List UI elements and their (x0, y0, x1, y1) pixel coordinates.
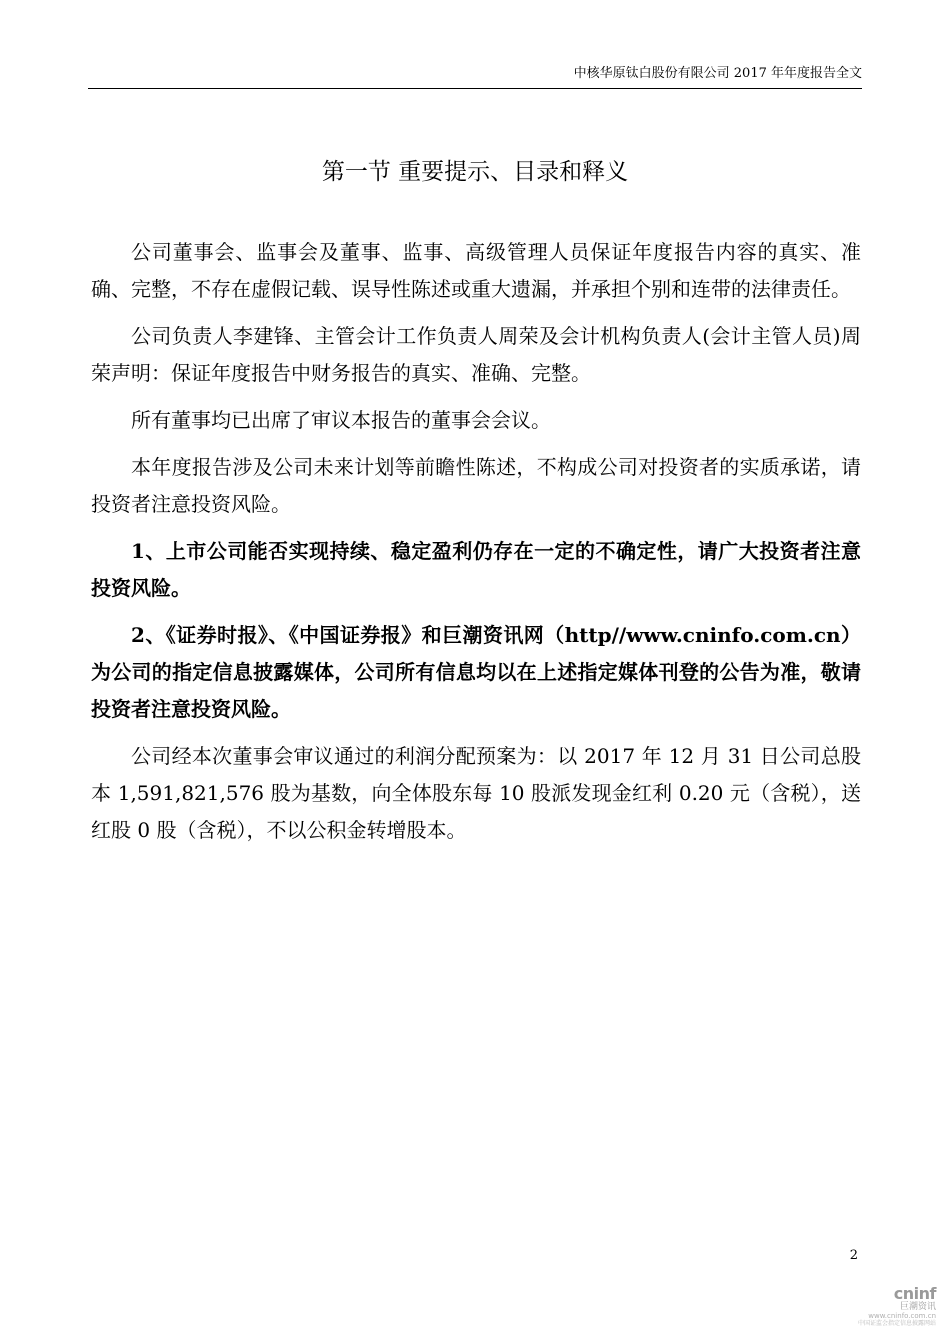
paragraph-risk-1: 1、上市公司能否实现持续、稳定盈利仍存在一定的不确定性，请广大投资者注意投资风险。 (91, 539, 861, 600)
logo-url: www.cninfo.com.cn (868, 1312, 936, 1320)
logo-org: 中国证监会指定信息披露网站 (857, 1320, 936, 1327)
logo-chinese-name: 巨潮资讯 (899, 1302, 936, 1312)
logo-wordmark: cninf (893, 1284, 936, 1303)
paragraph-board-attendance: 所有董事均已出席了审议本报告的董事会会议。 (131, 408, 551, 432)
header-rule (88, 88, 862, 89)
paragraph-profit-distribution: 公司经本次董事会审议通过的利润分配预案为：以 2017 年 12 月 31 日公司总股本 1,591,821,576 股为基数，向全体股东每 10 股派发现金红利 0.20 元（含税），送红股 0 股（含税），不以公积金转增股本。 (91, 744, 861, 842)
section-title: 第一节 重要提示、目录和释义 (321, 159, 629, 185)
cninfo-logo (826, 1286, 936, 1327)
page-number: 2 (849, 1248, 858, 1263)
paragraph-responsibility: 公司董事会、监事会及董事、监事、高级管理人员保证年度报告内容的真实、准确、完整，不存在虚假记载、误导性陈述或重大遗漏，并承担个别和连带的法律责任。 (91, 240, 861, 301)
running-header: 中核华原钛白股份有限公司 2017 年年度报告全文 (573, 66, 862, 81)
paragraph-financial-statement: 公司负责人李建锋、主管会计工作负责人周荣及会计机构负责人(会计主管人员)周荣声明：保证年度报告中财务报告的真实、准确、完整。 (91, 324, 861, 385)
body-text (91, 234, 861, 859)
paragraph-forward-looking: 本年度报告涉及公司未来计划等前瞻性陈述，不构成公司对投资者的实质承诺，请投资者注意投资风险。 (91, 455, 861, 516)
paragraph-risk-2: 2、《证券时报》、《中国证券报》和巨潮资讯网（http//www.cninfo.com.cn）为公司的指定信息披露媒体，公司所有信息均以在上述指定媒体刊登的公告为准，敬请投资者注意投资风险。 (91, 623, 861, 721)
